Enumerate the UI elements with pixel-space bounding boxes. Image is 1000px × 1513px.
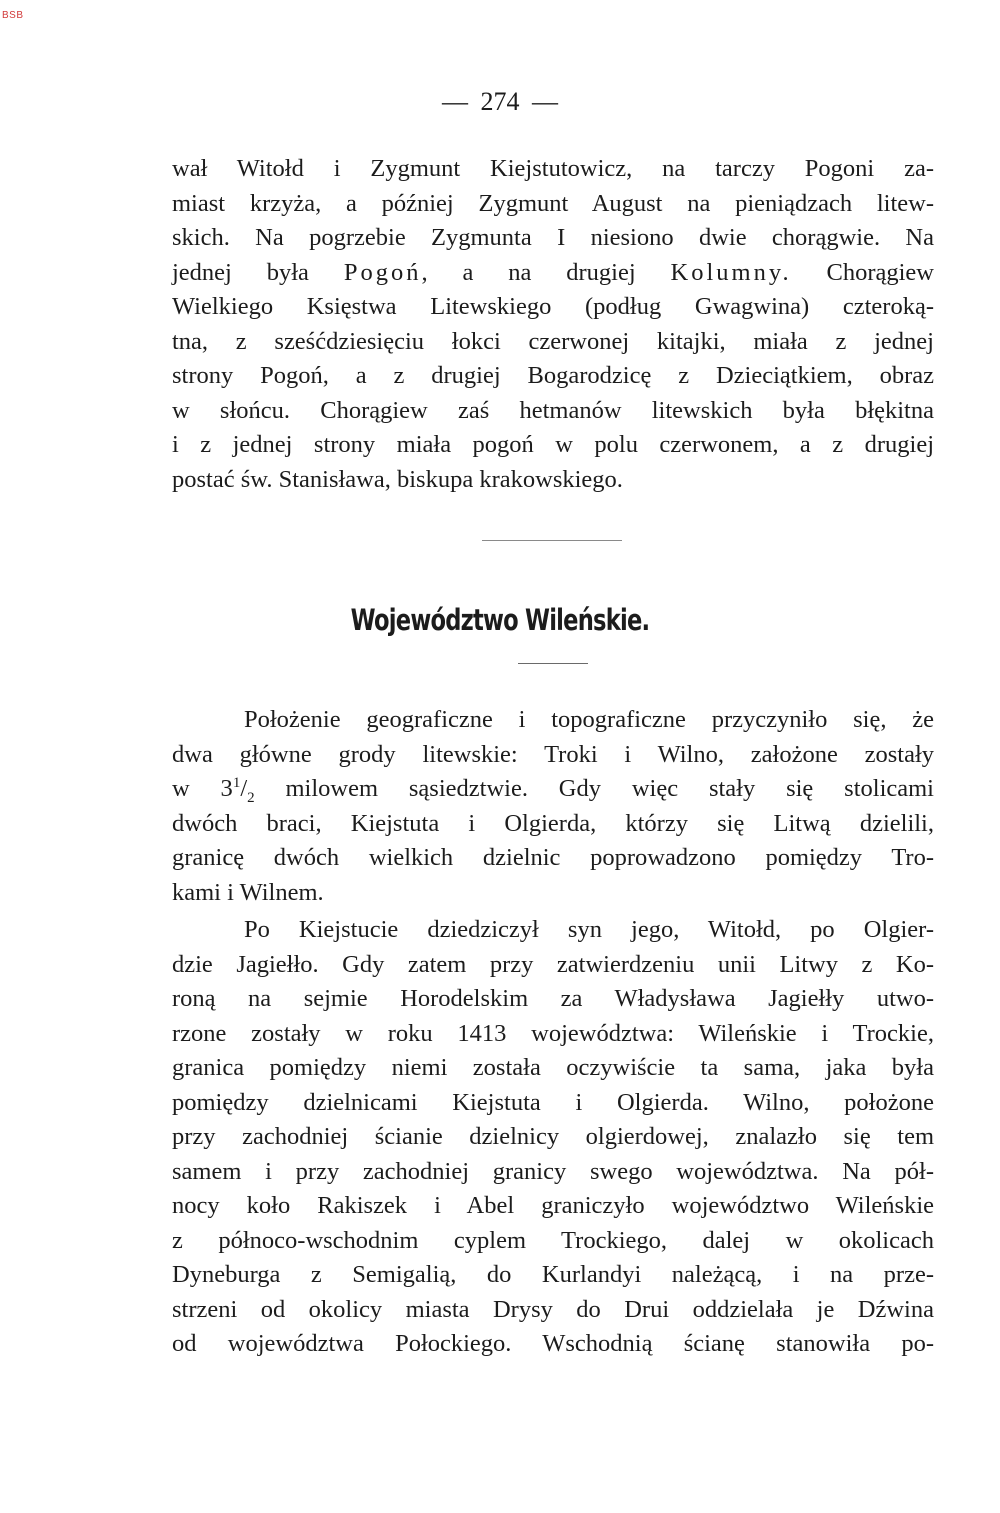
text-line: i z jednej strony miała pogoń w polu czerwonem, a z drugiej (172, 431, 934, 458)
text-line: Po Kiejstucie dziedziczył syn jego, Witołd, po Olgier- (244, 916, 934, 943)
fraction-numerator: 1 (232, 774, 241, 791)
text-line: skich. Na pogrzebie Zygmunta I niesiono dwie chorągwie. Na (172, 224, 934, 251)
page-number: — 274 — (442, 87, 558, 116)
text-run: , a na drugiej (421, 258, 671, 286)
section-title: Województwo Wileńskie. (350, 603, 650, 637)
text-line: Dyneburga z Semigalią, do Kurlandyi należącą, i na prze- (172, 1261, 934, 1288)
text-line: strony Pogoń, a z drugiej Bogarodzicę z Dzieciątkiem, obraz (172, 362, 934, 389)
fraction-denominator: 2 (247, 789, 255, 806)
text-line: nocy koło Rakiszek i Abel graniczyło województwo Wileńskie (172, 1192, 934, 1219)
text-run: milowem sąsiedztwie. Gdy więc stały się stolicami (285, 775, 934, 802)
library-watermark: BSB (2, 10, 24, 21)
text-line: samem i przy zachodniej granicy swego województwa. Na pół- (172, 1157, 934, 1185)
text-line: granicę dwóch wielkich dzielnic poprowadzono pomiędzy Tro- (172, 844, 934, 871)
text-line: strzeni od okolicy miasta Drysy do Drui oddzielała je Dźwina (172, 1295, 934, 1323)
text-line: Położenie geograficzne i topograficzne przyczyniło się, że (244, 706, 934, 733)
text-line: wał Witołd i Zygmunt Kiejstutowicz, na tarczy Pogoni za- (172, 155, 934, 182)
text-line: granica pomiędzy niemi została oczywiście ta sama, jaka była (172, 1054, 934, 1081)
paragraph-3 (172, 913, 934, 1362)
text-line: od województwa Połockiego. Wschodnią ścianę stanowiła po- (172, 1330, 934, 1357)
text-line: w słońcu. Chorągiew zaś hetmanów litewskich była błękitna (172, 396, 934, 424)
text-line: rzone zostały w roku 1413 województwa: Wileńskie i Trockie, (172, 1019, 934, 1047)
text-line: tna, z sześćdziesięciu łokci czerwonej kitajki, miała z jednej (172, 327, 934, 355)
fraction-slash: / (240, 775, 248, 802)
text-line: postać św. Stanisława, biskupa krakowskiego. (172, 465, 623, 493)
text-line: z północo-wschodnim cyplem Trockiego, dalej w okolicach (172, 1226, 934, 1254)
paragraph-1 (172, 152, 934, 497)
paragraph-2 (172, 703, 934, 910)
section-divider (482, 540, 622, 541)
text-line: miast krzyża, a później Zygmunt August na pieniądzach litew- (172, 189, 934, 217)
text-line (172, 772, 934, 807)
text-line: Wielkiego Księstwa Litewskiego (podług Gwagwina) czteroką- (172, 293, 934, 320)
text-line: roną na sejmie Horodelskim za Władysława Jagiełły utwo- (172, 985, 934, 1012)
text-run: jednej była (172, 258, 344, 286)
text-line: pomiędzy dzielnicami Kiejstuta i Olgierda. Wilno, położone (172, 1088, 934, 1116)
text-line: dzie Jagiełło. Gdy zatem przy zatwierdzeniu unii Litwy z Ko- (172, 950, 934, 978)
text-run: w 3 (172, 775, 233, 802)
text-run: Chorągiew (826, 258, 934, 286)
text-line: przy zachodniej ścianie dzielnicy olgierdowej, znalazło się tem (172, 1123, 934, 1150)
text-line: dwóch braci, Kiejstuta i Olgierda, którzy się Litwą dzielili, (172, 809, 934, 837)
title-underline (518, 663, 588, 664)
spaced-name-pogon: Pogoń (343, 258, 422, 286)
text-line (172, 256, 934, 291)
text-line: dwa główne grody litewskie: Troki i Wilno, założone zostały (172, 740, 934, 768)
spaced-name-kolumny: Kolumny. (670, 258, 792, 286)
text-line: kami i Wilnem. (172, 878, 324, 906)
